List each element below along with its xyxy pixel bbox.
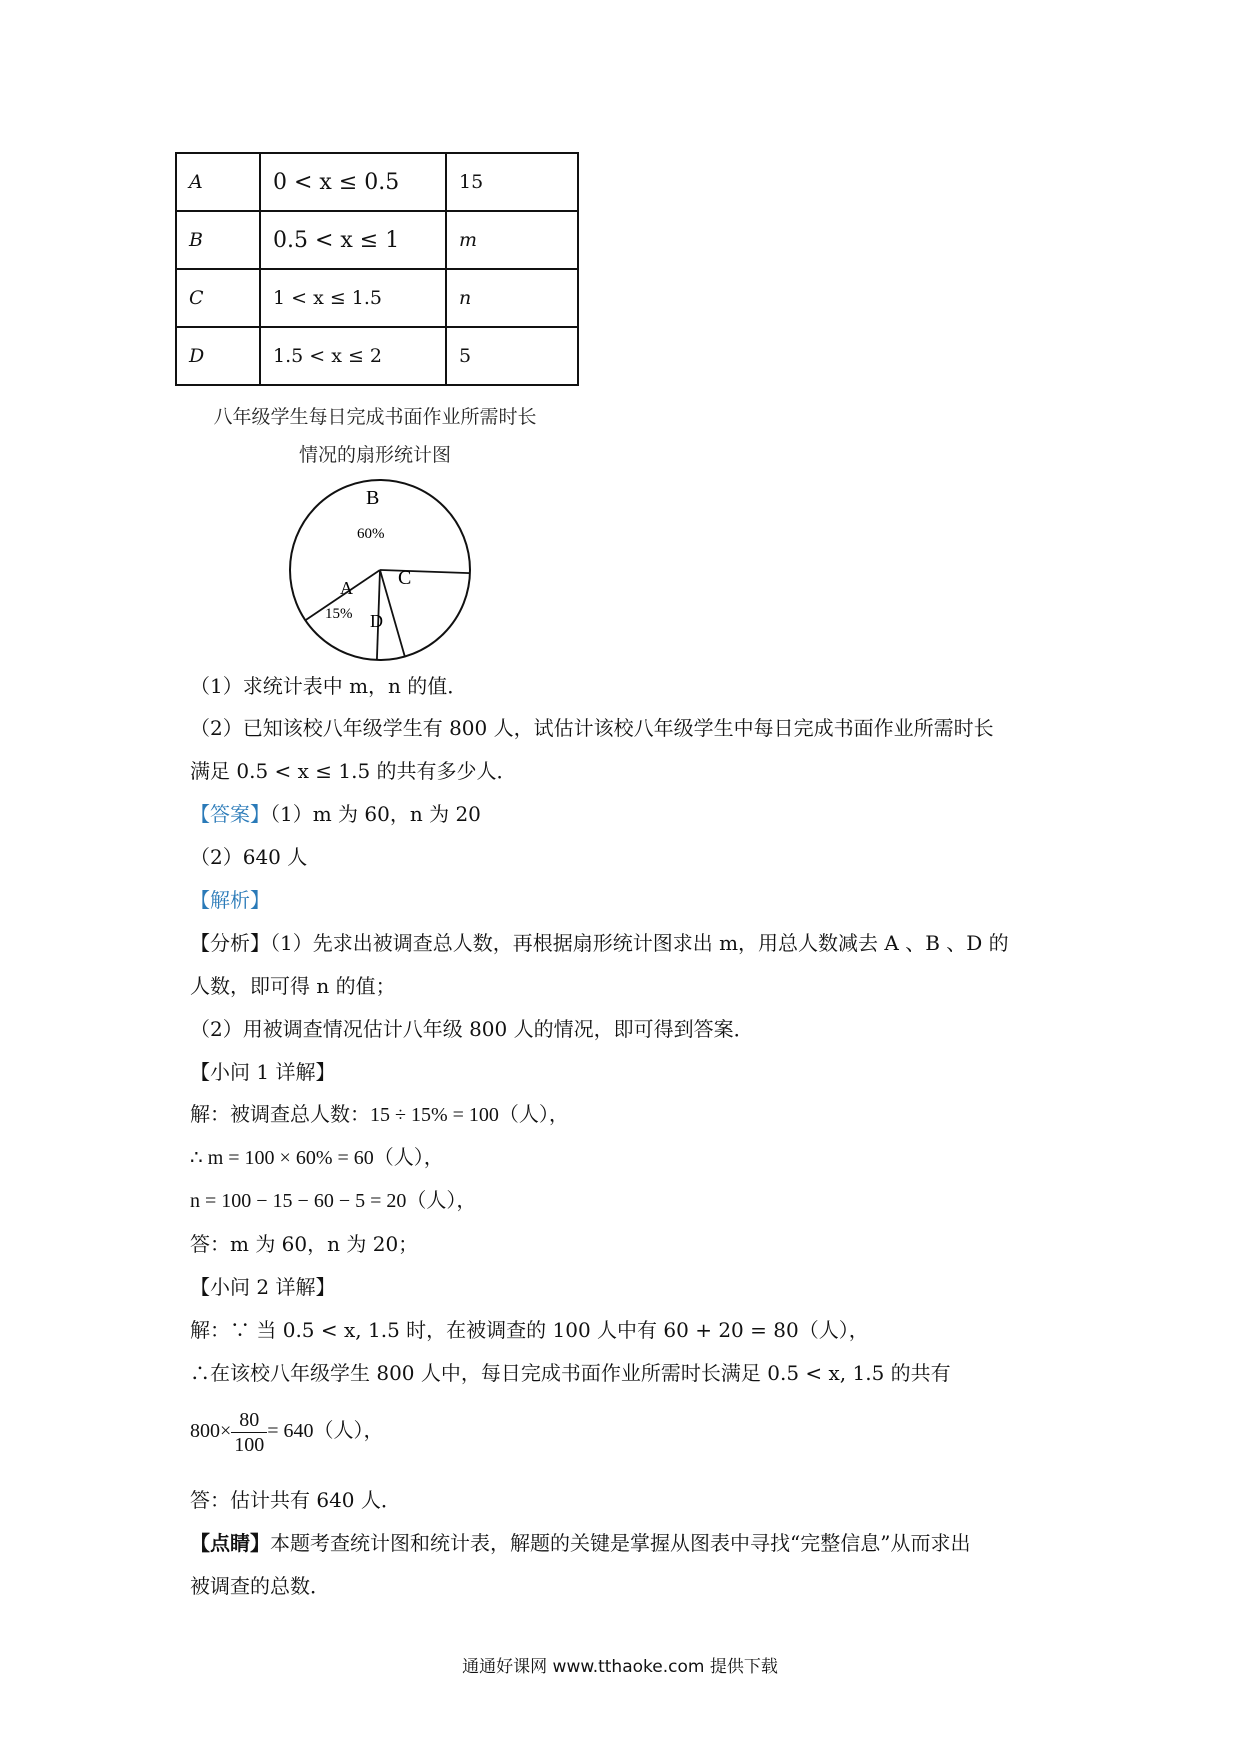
label-c: C bbox=[398, 567, 412, 589]
dianjing-line2: 被调查的总数． bbox=[190, 1574, 330, 1598]
fenxi-text-1: （1）先求出被调查总人数，再根据扇形统计图求出 m，用总人数减去 A 、B 、D 的 bbox=[270, 931, 1009, 955]
pie-slices bbox=[290, 480, 470, 660]
detail2-line3-suffix: = 640（人）， bbox=[267, 1420, 384, 1443]
fenxi-tag: 【分析】 bbox=[190, 931, 270, 955]
analysis-tag: 【解析】 bbox=[190, 888, 270, 912]
label-b-pct: 60% bbox=[357, 526, 385, 542]
fraction-denominator: 100 bbox=[234, 1434, 265, 1456]
pie-chart bbox=[280, 470, 480, 670]
fenxi-line3: （2）用被调查情况估计八年级 800 人的情况，即可得到答案． bbox=[190, 1017, 754, 1041]
chart-title bbox=[185, 398, 565, 474]
question-2-line2: 满足 0.5 < x ≤ 1.5 的共有多少人． bbox=[190, 759, 517, 783]
fenxi-line1 bbox=[190, 929, 1009, 957]
table-cell-range: 0 < x ≤ 0.5 bbox=[260, 153, 446, 211]
answer-1: （1）m 为 60，n 为 20 bbox=[270, 802, 481, 826]
detail1-line3: n = 100 − 15 − 60 − 5 = 20（人）， bbox=[190, 1190, 477, 1212]
detail2-line3 bbox=[190, 1408, 384, 1457]
footer: 通通好课网 www.tthaoke.com 提供下载 bbox=[462, 1657, 778, 1677]
table-row bbox=[176, 211, 578, 269]
detail1-tag: 【小问 1 详解】 bbox=[190, 1060, 336, 1084]
label-b: B bbox=[366, 487, 380, 509]
table-cell-count: 5 bbox=[446, 327, 578, 385]
detail2-line4: 答：估计共有 640 人． bbox=[190, 1488, 401, 1512]
answer-line1 bbox=[190, 800, 481, 828]
table-cell-count: n bbox=[446, 269, 578, 327]
detail2-line3-prefix: 800× bbox=[190, 1420, 232, 1443]
detail1-line2: ∴ m = 100 × 60% = 60（人）， bbox=[190, 1147, 444, 1169]
table-cell-group: B bbox=[176, 211, 260, 269]
label-d: D bbox=[370, 611, 383, 631]
dianjing-text-1: 本题考查统计图和统计表，解题的关键是掌握从图表中寻找“完整信息”从而求出 bbox=[270, 1531, 971, 1555]
detail2-tag: 【小问 2 详解】 bbox=[190, 1275, 336, 1299]
detail1-line1: 解：被调查总人数：15 ÷ 15% = 100（人）， bbox=[190, 1104, 569, 1126]
table-cell-count: 15 bbox=[446, 153, 578, 211]
label-a: A bbox=[340, 578, 353, 598]
dianjing-line1 bbox=[190, 1529, 970, 1557]
label-a-pct: 15% bbox=[325, 606, 353, 622]
detail2-line1: 解：∵ 当 0.5 < x, 1.5 时，在被调查的 100 人中有 60 + 20 = 80（人）， bbox=[190, 1318, 869, 1342]
table-cell-range: 0.5 < x ≤ 1 bbox=[260, 211, 446, 269]
table-cell-group: A bbox=[176, 153, 260, 211]
detail2-line2: ∴在该校八年级学生 800 人中，每日完成书面作业所需时长满足 0.5 < x, 1.5 的共有 bbox=[190, 1361, 951, 1385]
table-row bbox=[176, 153, 578, 211]
table-row bbox=[176, 327, 578, 385]
table-cell-group: C bbox=[176, 269, 260, 327]
detail1-line4: 答：m 为 60，n 为 20； bbox=[190, 1232, 419, 1256]
table-cell-range: 1 < x ≤ 1.5 bbox=[260, 269, 446, 327]
answer-2: （2）640 人 bbox=[190, 845, 308, 869]
chart-title-line2: 情况的扇形统计图 bbox=[298, 444, 451, 466]
fenxi-line2: 人数，即可得 n 的值； bbox=[190, 974, 396, 998]
table-row bbox=[176, 269, 578, 327]
table-cell-group: D bbox=[176, 327, 260, 385]
statistics-table bbox=[175, 152, 579, 386]
question-1: （1）求统计表中 m，n 的值． bbox=[190, 674, 468, 698]
table-cell-range: 1.5 < x ≤ 2 bbox=[260, 327, 446, 385]
question-2-line1: （2）已知该校八年级学生有 800 人，试估计该校八年级学生中每日完成书面作业所需时长 bbox=[190, 716, 994, 740]
dianjing-tag: 【点睛】 bbox=[190, 1531, 270, 1555]
fraction-numerator: 80 bbox=[231, 1408, 267, 1433]
answer-tag: 【答案】 bbox=[190, 802, 270, 826]
chart-title-line1: 八年级学生每日完成书面作业所需时长 bbox=[213, 406, 537, 428]
fraction bbox=[231, 1408, 267, 1457]
table-cell-count: m bbox=[446, 211, 578, 269]
pie-slice-boundary-b bbox=[380, 570, 470, 573]
